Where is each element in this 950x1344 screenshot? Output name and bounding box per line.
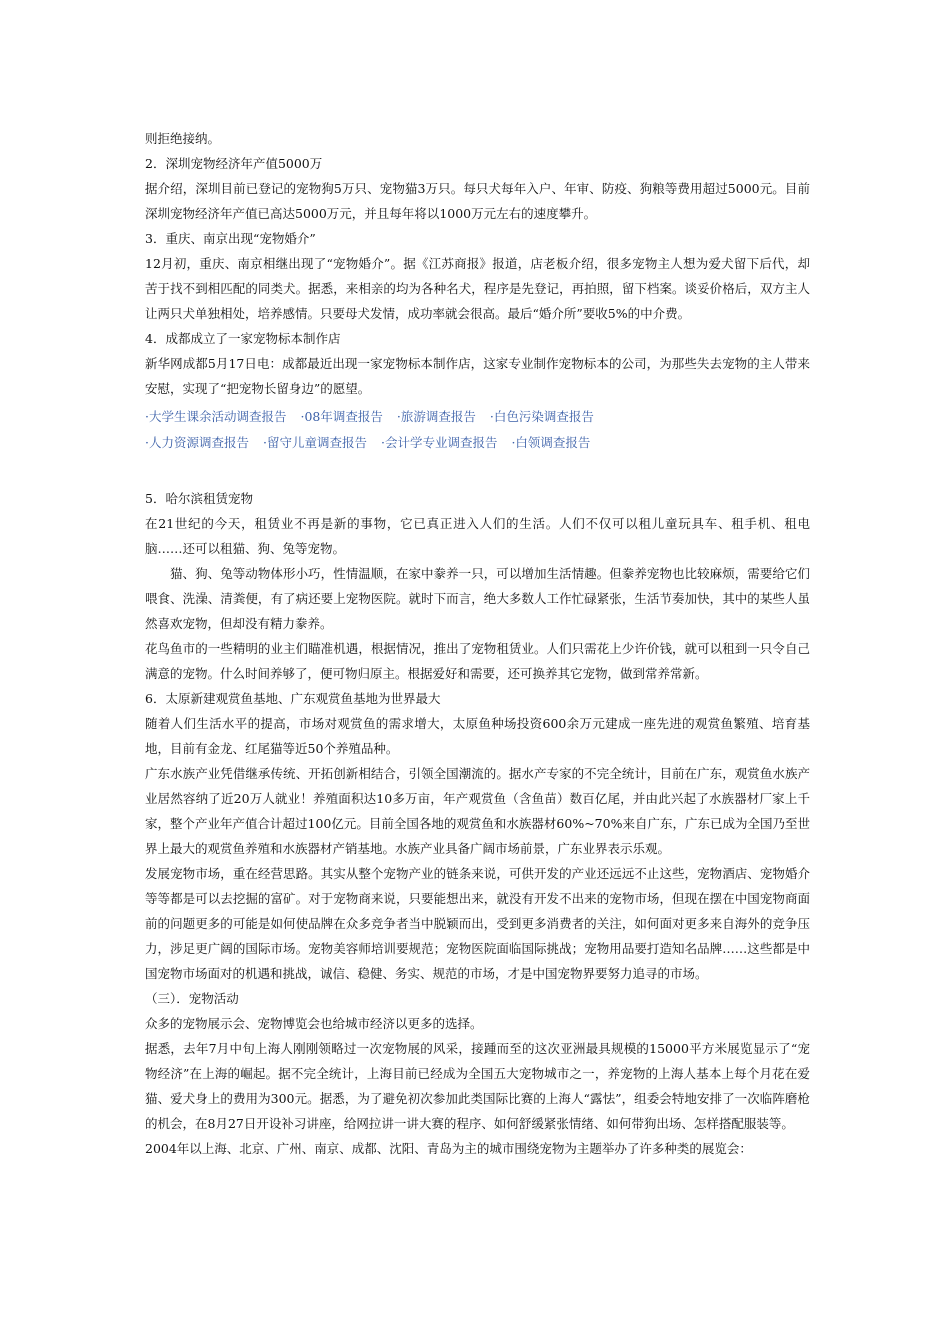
related-links: [145, 404, 810, 456]
paragraph: 据介绍，深圳目前已登记的宠物狗5万只、宠物猫3万只。每只犬每年入户、年审、防疫、狗粮等费用超过5000元。目前深圳宠物经济年产值已高达5000万元，并且每年将以1000万元左右的速度攀升。: [145, 181, 810, 221]
paragraph: 众多的宠物展示会、宠物博览会也给城市经济以更多的选择。: [145, 1016, 483, 1031]
paragraph: 广东水族产业凭借继承传统、开拓创新相结合，引领全国潮流的。据水产专家的不完全统计，目前在广东，观赏鱼水族产业居然容纳了近20万人就业！养殖面积达10多万亩，年产观赏鱼（含鱼苗）数百亿尾，并由此兴起了水族器材厂家上千家，整个产业年产值合计超过100亿元。目前全国各地的观赏鱼和水族器材60%~70%来自广东，广东已成为全国乃至世界上最大的观赏鱼养殖和水族器材产销基地。水族产业具备广阔市场前景，广东业界表示乐观。: [145, 766, 810, 856]
related-link[interactable]: ·人力资源调查报告: [145, 435, 249, 450]
related-link[interactable]: ·大学生课余活动调查报告: [145, 409, 287, 424]
paragraph: 据悉，去年7月中旬上海人刚刚领略过一次宠物展的风采，接踵而至的这次亚洲最具规模的15000平方米展览显示了“宠物经济”在上海的崛起。据不完全统计，上海目前已经成为全国五大宠物城市之一，养宠物的上海人基本上每个月花在爱猫、爱犬身上的费用为300元。据悉，为了避免初次参加此类国际比赛的上海人“露怯”，组委会特地安排了一次临阵磨枪的机会，在8月27日开设补习讲座，给网拉讲一讲大赛的程序、如何舒缓紧张情绪、如何带狗出场、怎样搭配服装等。: [145, 1041, 810, 1131]
section-heading: 4．成都成立了一家宠物标本制作店: [145, 331, 341, 346]
related-link[interactable]: ·白领调查报告: [511, 435, 591, 450]
section-heading: （三）．宠物活动: [145, 991, 239, 1006]
related-link[interactable]: ·会计学专业调查报告: [380, 435, 498, 450]
paragraph: 发展宠物市场，重在经营思路。其实从整个宠物产业的链条来说，可供开发的产业还远远不止这些，宠物酒店、宠物婚介等等都是可以去挖掘的富矿。对于宠物商来说，只要能想出来，就没有开发不出来的宠物市场，但现在摆在中国宠物商面前的问题更多的可能是如何使品牌在众多竞争者当中脱颖而出，受到更多消费者的关注，如何面对更多来自海外的竞争压力，涉足更广阔的国际市场。宠物美容师培训要规范；宠物医院面临国际挑战；宠物用品要打造知名品牌……这些都是中国宠物市场面对的机遇和挑战，诚信、稳健、务实、规范的市场，才是中国宠物界要努力追寻的市场。: [145, 866, 810, 981]
related-link[interactable]: ·白色污染调查报告: [489, 409, 594, 424]
paragraph: 花鸟鱼市的一些精明的业主们瞄准机遇，根据情况，推出了宠物租赁业。人们只需花上少许价钱，就可以租到一只令自己满意的宠物。什么时间养够了，便可物归原主。根据爱好和需要，还可换养其它宠物，做到常养常新。: [145, 641, 810, 681]
paragraph: 2004年以上海、北京、广州、南京、成都、沈阳、青岛为主的城市围绕宠物为主题举办了许多种类的展览会：: [145, 1141, 752, 1156]
related-link[interactable]: ·旅游调查报告: [396, 409, 476, 424]
related-links-row: [145, 404, 810, 430]
document-page: [145, 126, 810, 1161]
related-links-row: [145, 430, 810, 456]
section-heading: 2．深圳宠物经济年产值5000万: [145, 156, 323, 171]
section-heading: 3．重庆、南京出现“宠物婚介”: [145, 231, 316, 246]
paragraph: 新华网成都5月17日电：成都最近出现一家宠物标本制作店，这家专业制作宠物标本的公司，为那些失去宠物的主人带来安慰，实现了“把宠物长留身边”的愿望。: [145, 356, 810, 396]
section-heading: 6．太原新建观赏鱼基地、广东观赏鱼基地为世界最大: [145, 691, 441, 706]
paragraph: 在21世纪的今天，租赁业不再是新的事物，它已真正进入人们的生活。人们不仅可以租儿童玩具车、租手机、租电脑……还可以租猫、狗、兔等宠物。: [145, 516, 810, 556]
section-heading: 5．哈尔滨租赁宠物: [145, 491, 253, 506]
paragraph: 猫、狗、兔等动物体形小巧，性情温顺，在家中豢养一只，可以增加生活情趣。但豢养宠物也比较麻烦，需要给它们喂食、洗澡、清粪便，有了病还要上宠物医院。就时下而言，绝大多数人工作忙碌紧张，生活节奏加快，其中的某些人虽然喜欢宠物，但却没有精力豢养。: [145, 566, 810, 631]
paragraph: 随着人们生活水平的提高，市场对观赏鱼的需求增大，太原鱼种场投资600余万元建成一座先进的观赏鱼繁殖、培育基地，目前有金龙、红尾猫等近50个养殖品种。: [145, 716, 810, 756]
related-link[interactable]: ·留守儿童调查报告: [262, 435, 367, 450]
paragraph: 12月初，重庆、南京相继出现了“宠物婚介”。据《江苏商报》报道，店老板介绍，很多宠物主人想为爱犬留下后代，却苦于找不到相匹配的同类犬。据悉，来相亲的均为各种名犬，程序是先登记，再拍照，留下档案。谈妥价格后，双方主人让两只犬单独相处，培养感情。只要母犬发情，成功率就会很高。最后“婚介所”要收5%的中介费。: [145, 256, 810, 321]
related-link[interactable]: ·08年调查报告: [300, 409, 383, 424]
paragraph: 则拒绝接纳。: [145, 131, 221, 146]
